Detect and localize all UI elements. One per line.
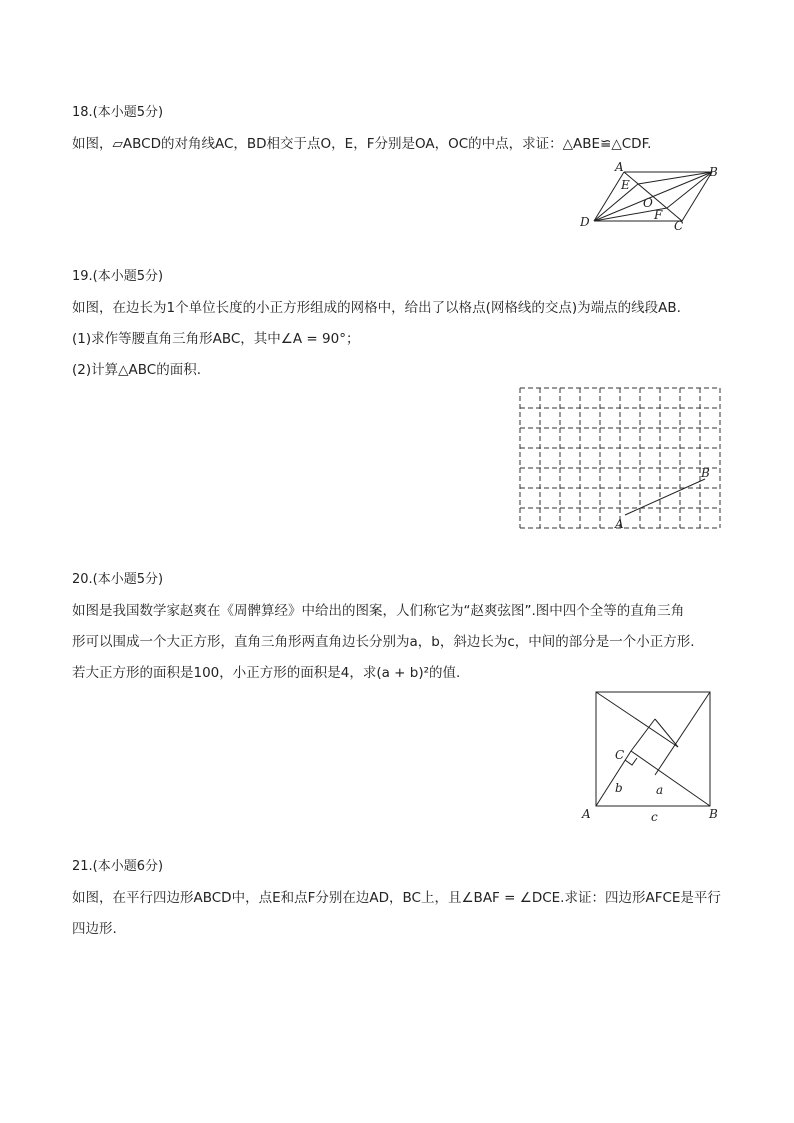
q19-part2: (2)计算△ABC的面积. xyxy=(72,362,201,378)
q18-side-da xyxy=(594,172,624,221)
q19-part1: (1)求作等腰直角三角形ABC，其中∠A = 90°； xyxy=(72,331,360,347)
q20-label-a-leg: a xyxy=(656,783,664,797)
q20-unused-guide xyxy=(631,719,710,806)
q18-parallelogram-figure xyxy=(575,160,725,232)
q19-number: 19.(本小题5分) xyxy=(72,269,164,284)
q18-side-bc xyxy=(682,172,712,221)
q20-inner-square-side-2 xyxy=(655,719,678,747)
q20-outer-square xyxy=(596,692,710,806)
q20-label-c-point: C xyxy=(615,748,625,762)
q20-label-a: A xyxy=(582,807,591,821)
q18-label-f: F xyxy=(654,208,663,222)
q18-label-b: B xyxy=(709,165,718,179)
q18-label-o: O xyxy=(643,196,653,210)
q20-line1: 如图是我国数学家赵爽在《周髀算经》中给出的图案，人们称它为“赵爽弦图”.图中四个全等的直角三角 xyxy=(72,603,685,619)
q19-grid-figure xyxy=(515,383,725,538)
q20-right-angle-mark xyxy=(625,758,637,765)
q19-segment-ab xyxy=(625,479,705,515)
q21-number: 21.(本小题6分) xyxy=(72,859,164,874)
q20-line3: 若大正方形的面积是100，小正方形的面积是4，求(a + b)²的值. xyxy=(72,665,461,681)
q20-inner-leg-2 xyxy=(596,692,678,747)
q19-text: 如图，在边长为1个单位长度的小正方形组成的网格中，给出了以格点(网格线的交点)为端点的线段AB. xyxy=(72,300,681,316)
q19-label-b: B xyxy=(701,466,710,480)
q18-label-d: D xyxy=(580,215,590,229)
q21-line1: 如图，在平行四边形ABCD中，点E和点F分别在边AD，BC上，且∠BAF = ∠DCE.求证：四边形AFCE是平行 xyxy=(72,890,721,906)
q20-label-b: B xyxy=(709,807,718,821)
q18-label-a: A xyxy=(615,160,624,174)
q18-segment-bf xyxy=(667,172,712,208)
q18-segment-be xyxy=(638,172,712,184)
q18-number: 18.(本小题5分) xyxy=(72,105,164,120)
q20-right-triangle-leg-cb xyxy=(631,751,710,806)
q18-label-e: E xyxy=(621,178,630,192)
q20-zhao-shuang-figure xyxy=(575,685,725,825)
q20-label-c-hyp: c xyxy=(651,810,658,824)
q21-line2: 四边形. xyxy=(72,921,117,937)
q20-label-b-leg: b xyxy=(615,781,623,795)
q18-text: 如图，▱ABCD的对角线AC，BD相交于点O，E，F分别是OA，OC的中点，求证：△ABE≌△CDF. xyxy=(72,136,652,152)
q18-diagonal-bd xyxy=(594,172,712,221)
q20-number: 20.(本小题5分) xyxy=(72,572,164,587)
q18-segment-de xyxy=(594,184,638,221)
q19-label-a: A xyxy=(615,517,624,531)
q20-inner-leg-1 xyxy=(655,692,710,775)
q18-label-c: C xyxy=(674,219,684,233)
q20-right-triangle-leg-ac xyxy=(596,751,631,806)
q19-dashed-grid xyxy=(520,388,720,528)
q20-line2: 形可以围成一个大正方形，直角三角形两直角边长分别为a，b，斜边长为c，中间的部分是一个小正方形. xyxy=(72,634,695,650)
